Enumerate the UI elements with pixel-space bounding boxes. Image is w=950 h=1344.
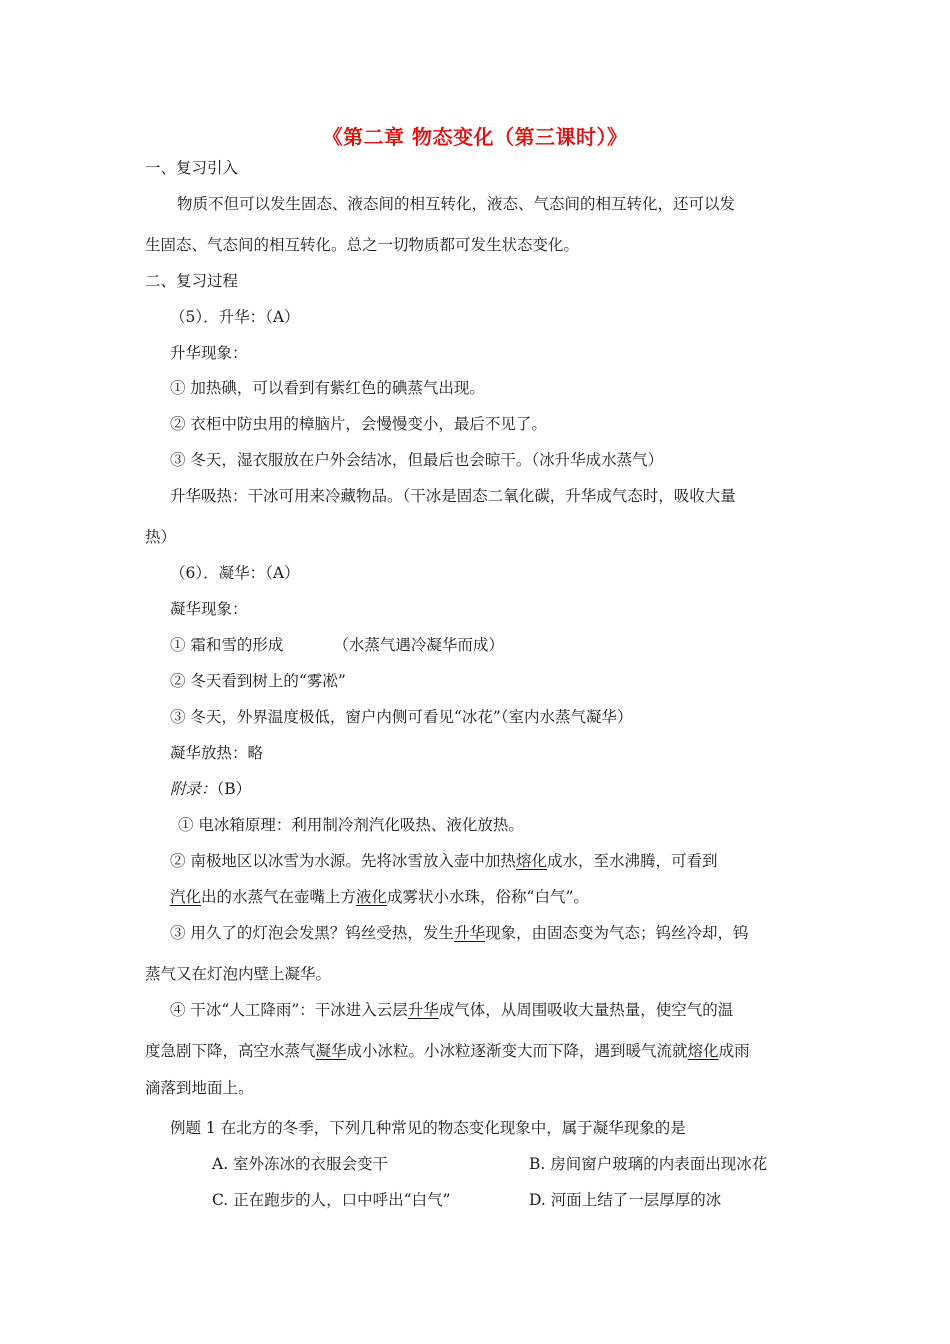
intro-paragraph-line1-text: 物质不但可以发生固态、液态间的相互转化，液态、气态间的相互转化，还可以发 (177, 195, 736, 213)
appendix-item-3-line2: 蒸气又在灯泡内壁上凝华。 (145, 965, 332, 983)
appendix-item-2-text: 出的水蒸气在壶嘴上方 (201, 888, 357, 906)
appendix-label: 附录： (170, 780, 217, 798)
example1-question: 例题 1 在北方的冬季，下列几种常见的物态变化现象中，属于凝华现象的是 (170, 1119, 686, 1137)
appendix-item-3-text: 现象，由固态变为气态；钨丝冷却，钨 (484, 924, 749, 942)
section-heading-review-process: 二、复习过程 (145, 272, 239, 290)
underlined-term: 汽化 (170, 888, 202, 906)
intro-paragraph-line2: 生固态、气态间的相互转化。总之一切物质都可发生状态变化。 (145, 236, 580, 254)
item5-label: （5）．升华：（A） (170, 308, 300, 326)
item5-example-2: ② 衣柜中防虫用的樟脑片，会慢慢变小，最后不见了。 (170, 415, 547, 433)
underlined-term: 升华 (453, 924, 485, 942)
item6-example-3: ③ 冬天，外界温度极低，窗户内侧可看见“冰花”（室内水蒸气凝华） (170, 708, 633, 726)
appendix-item-3-text: ③ 用久了的灯泡会发黑？钨丝受热，发生 (170, 924, 454, 942)
underlined-term: 凝华 (315, 1042, 347, 1060)
option-b: B. 房间窗户玻璃的内表面出现冰花 (529, 1155, 768, 1173)
document-title: 《第二章 物态变化（第三课时）》 (322, 125, 628, 149)
item6-label: （6）．凝华：（A） (170, 564, 300, 582)
item6-example-2: ② 冬天看到树上的“雾凇” (170, 672, 346, 690)
appendix-item-4-text: 成气体，从周围吸收大量热量，使空气的温 (438, 1001, 734, 1019)
appendix-item-4-line2 (145, 1041, 750, 1061)
item6-example-1-text: ① 霜和雪的形成 (170, 636, 284, 654)
appendix-item-2-text: 成水，至水沸腾，可看到 (546, 852, 718, 870)
appendix-item-4-line1 (170, 1000, 733, 1020)
underlined-term: 液化 (356, 888, 388, 906)
item6-phenomena-label: 凝华现象： (170, 600, 248, 618)
item5-absorb-line2: 热） (145, 528, 177, 546)
option-d: D. 河面上结了一层厚厚的冰 (529, 1191, 722, 1209)
appendix-item-2-line2 (170, 887, 589, 907)
item5-absorb-line1: 升华吸热：干冰可用来冷藏物品。（干冰是固态二氧化碳，升华成气态时，吸收大量 (170, 487, 736, 505)
appendix-item-4-text: ④ 干冰“人工降雨”：干冰进入云层 (170, 1001, 408, 1019)
appendix-item-2-line1 (170, 851, 717, 871)
appendix-item-4-text: 度急剧下降，高空水蒸气 (145, 1042, 316, 1060)
item5-phenomena-label: 升华现象： (170, 344, 248, 362)
underlined-term: 熔化 (687, 1042, 719, 1060)
item6-example-1 (170, 635, 504, 655)
item5-example-1: ① 加热碘，可以看到有紫红色的碘蒸气出现。 (170, 379, 485, 397)
item5-example-3: ③ 冬天，湿衣服放在户外会结冰，但最后也会晾干。（冰升华成水蒸气） (170, 451, 664, 469)
appendix-item-1: ① 电冰箱原理：利用制冷剂汽化吸热、液化放热。 (178, 816, 524, 834)
appendix-item-2-text: ② 南极地区以冰雪为水源。先将冰雪放入壶中加热 (170, 852, 516, 870)
appendix-item-4-text: 成雨 (718, 1042, 750, 1060)
section-heading-review-intro: 一、复习引入 (145, 159, 239, 177)
underlined-term: 升华 (407, 1001, 439, 1019)
underlined-term: 熔化 (515, 852, 547, 870)
item6-release: 凝华放热：略 (170, 744, 264, 762)
intro-paragraph-line1 (177, 194, 810, 214)
appendix-item-4-line3: 滴落到地面上。 (145, 1079, 254, 1097)
appendix-item-2-text: 成雾状小水珠，俗称“白气”。 (387, 888, 589, 906)
appendix-item-4-text: 成小冰粒。小冰粒逐渐变大而下降，遇到暖气流就 (346, 1042, 688, 1060)
appendix-item-3-line1 (170, 923, 748, 943)
item6-example-1-note: （水蒸气遇冷凝华而成） (333, 636, 504, 654)
appendix-label-line (170, 779, 251, 799)
appendix-grade: （B） (216, 780, 252, 798)
option-a: A. 室外冻冰的衣服会变干 (212, 1155, 389, 1173)
option-c: C. 正在跑步的人，口中呼出“白气” (212, 1191, 451, 1209)
